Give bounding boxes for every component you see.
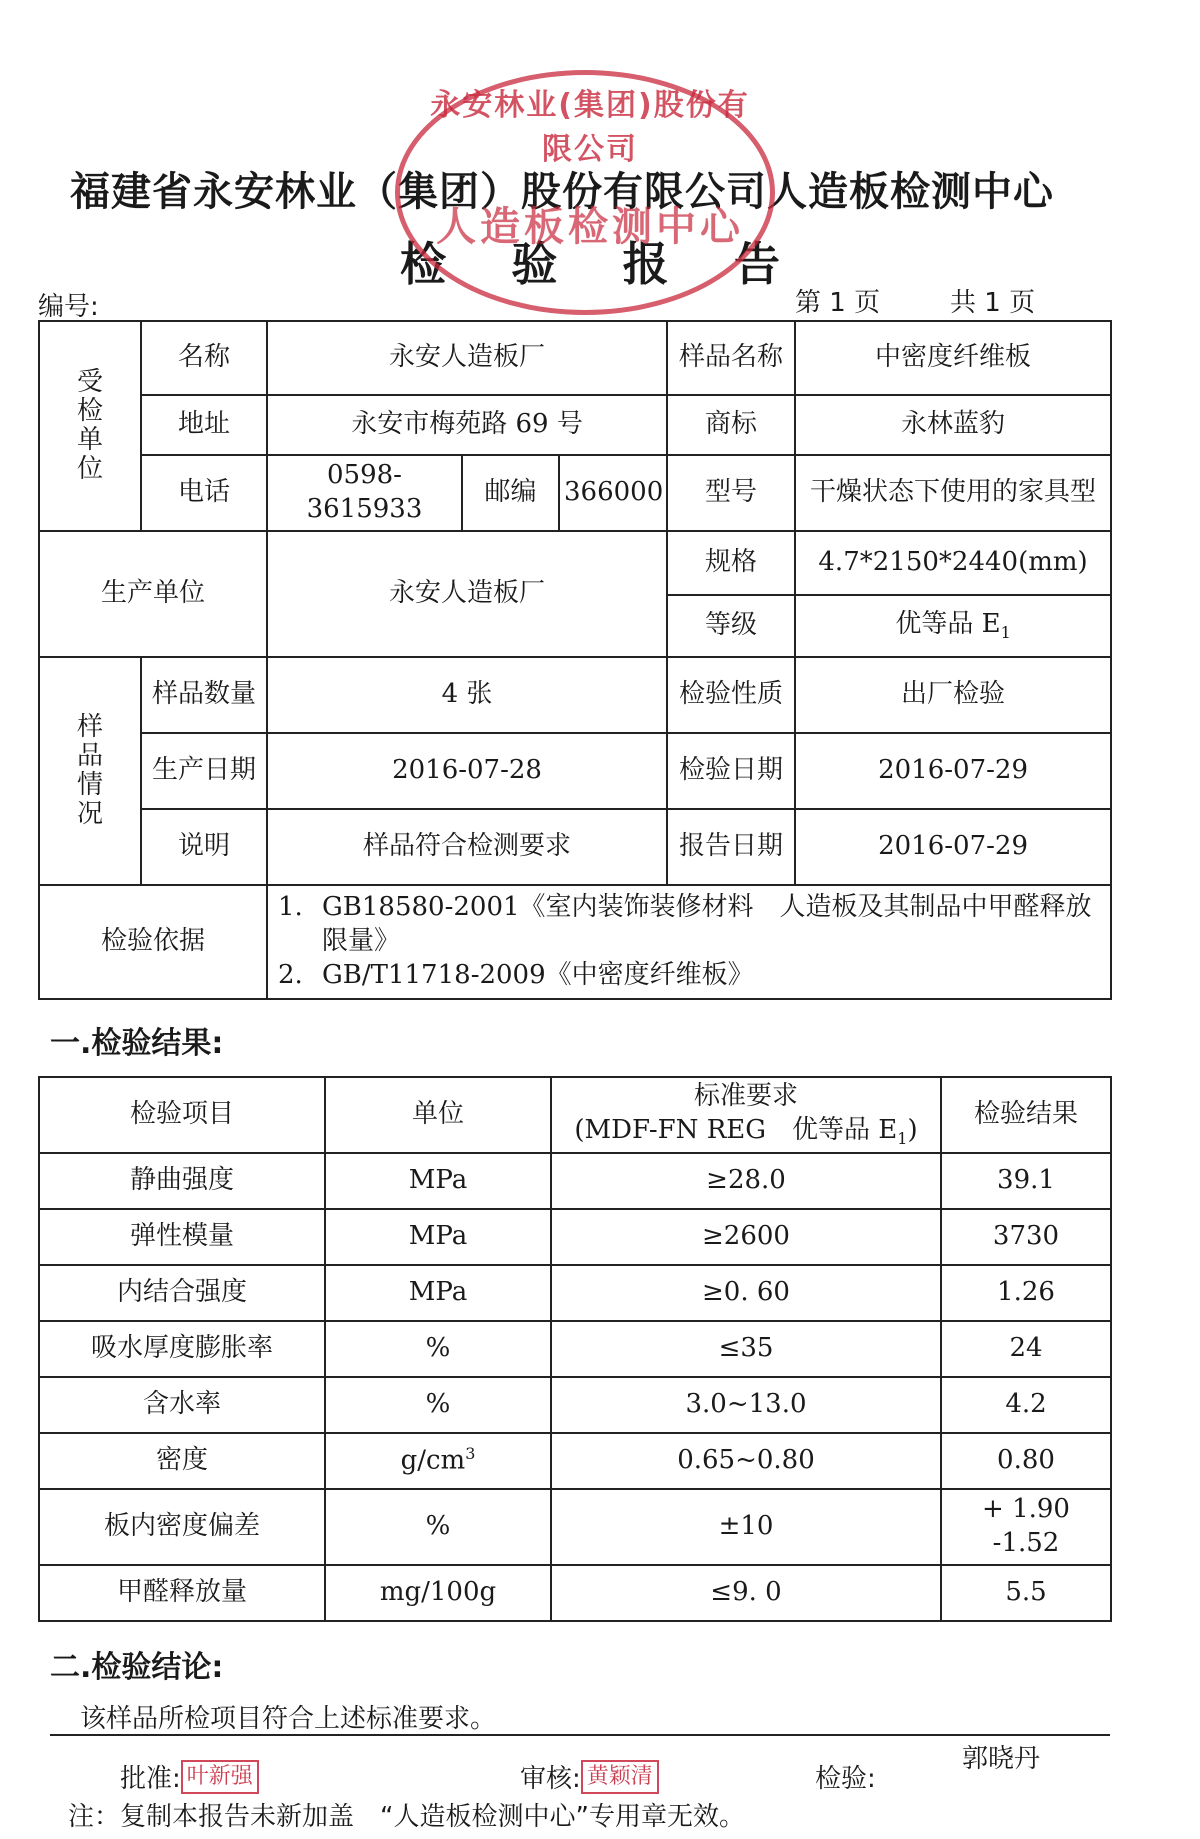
basis-text: GB18580-2001《室内装饰装修材料 人造板及其制品中甲醛释放限量》 bbox=[322, 892, 1092, 957]
test-date-label: 检验日期 bbox=[667, 733, 795, 809]
review-signature: 黄颖清 bbox=[581, 1760, 659, 1794]
client-label: 受检单位 bbox=[77, 366, 104, 485]
sample-label-cell bbox=[39, 657, 141, 885]
table-row bbox=[39, 1265, 1111, 1321]
table-row bbox=[39, 1153, 1111, 1209]
note-value: 样品符合检测要求 bbox=[267, 809, 667, 885]
std-cell: ≥28.0 bbox=[551, 1153, 941, 1209]
unit-cell bbox=[325, 1433, 551, 1489]
model-value: 干燥状态下使用的家具型 bbox=[795, 455, 1111, 531]
col-item-header: 检验项目 bbox=[39, 1077, 325, 1153]
item-cell: 吸水厚度膨胀率 bbox=[39, 1321, 325, 1377]
col-std-subscript: 1 bbox=[897, 1129, 908, 1149]
basis-list bbox=[267, 885, 1111, 999]
approve-label: 批准: bbox=[120, 1764, 181, 1794]
page-info: 第 1 页 bbox=[795, 288, 881, 318]
std-cell: ≥2600 bbox=[551, 1209, 941, 1265]
conclusion-text: 该样品所检项目符合上述标准要求。 bbox=[80, 1704, 497, 1734]
grade-label: 等级 bbox=[667, 595, 795, 657]
col-std-header bbox=[551, 1077, 941, 1153]
std-cell: ≥0. 60 bbox=[551, 1265, 941, 1321]
result-cell: 0.80 bbox=[941, 1433, 1111, 1489]
phone-value: 0598-3615933 bbox=[267, 455, 462, 531]
item-cell: 含水率 bbox=[39, 1377, 325, 1433]
results-heading: 一.检验结果: bbox=[50, 1026, 224, 1061]
sample-name-value: 中密度纤维板 bbox=[795, 321, 1111, 395]
result-cell bbox=[941, 1489, 1111, 1565]
std-cell: 3.0~13.0 bbox=[551, 1377, 941, 1433]
std-cell: 0.65~0.80 bbox=[551, 1433, 941, 1489]
basis-num: 2. bbox=[278, 959, 303, 990]
phone-label: 电话 bbox=[141, 455, 267, 531]
col-std-line1: 标准要求 bbox=[693, 1081, 798, 1112]
org-title: 福建省永安林业（集团）股份有限公司人造板检测中心 bbox=[70, 169, 1054, 215]
grade-value bbox=[795, 595, 1111, 657]
review-label: 审核: bbox=[520, 1764, 581, 1794]
unit-cell: % bbox=[325, 1321, 551, 1377]
inspect-label: 检验: bbox=[815, 1764, 876, 1794]
approve-block bbox=[120, 1758, 259, 1795]
sample-name-label: 样品名称 bbox=[667, 321, 795, 395]
name-label: 名称 bbox=[141, 321, 267, 395]
unit-cell: % bbox=[325, 1489, 551, 1565]
report-title-char: 验 bbox=[511, 237, 558, 291]
seal-middle-text: 人造板检测中心 bbox=[436, 204, 744, 250]
note-label: 说明 bbox=[141, 809, 267, 885]
result-cell: 4.2 bbox=[941, 1377, 1111, 1433]
grade-text: 优等品 E bbox=[895, 609, 1001, 639]
prod-date-label: 生产日期 bbox=[141, 733, 267, 809]
item-cell: 静曲强度 bbox=[39, 1153, 325, 1209]
nature-label: 检验性质 bbox=[667, 657, 795, 733]
inspect-signature: 郭晓丹 bbox=[962, 1744, 1041, 1774]
sample-label: 样品情况 bbox=[77, 711, 104, 830]
total-info: 共 1 页 bbox=[950, 288, 1036, 318]
basis-num: 1. bbox=[278, 892, 303, 923]
seal-top-text: 永安林业(集团)股份有限公司 bbox=[430, 88, 750, 167]
info-table bbox=[38, 320, 1112, 1000]
basis-label: 检验依据 bbox=[39, 885, 267, 999]
result-cell: 1.26 bbox=[941, 1265, 1111, 1321]
postcode-value: 366000 bbox=[559, 455, 667, 531]
conclusion-divider bbox=[50, 1734, 1110, 1736]
col-unit-header: 单位 bbox=[325, 1077, 551, 1153]
address-label: 地址 bbox=[141, 395, 267, 455]
postcode-label: 邮编 bbox=[462, 455, 559, 531]
name-value: 永安人造板厂 bbox=[267, 321, 667, 395]
result-lower: -1.52 bbox=[992, 1528, 1060, 1558]
serial-label: 编号: bbox=[38, 292, 99, 322]
item-cell: 弹性模量 bbox=[39, 1209, 325, 1265]
table-row bbox=[39, 1489, 1111, 1565]
basis-item bbox=[278, 891, 1106, 959]
table-row bbox=[39, 1321, 1111, 1377]
prod-date-value: 2016-07-28 bbox=[267, 733, 667, 809]
brand-value: 永林蓝豹 bbox=[795, 395, 1111, 455]
nature-value: 出厂检验 bbox=[795, 657, 1111, 733]
table-row bbox=[39, 1433, 1111, 1489]
report-title-char: 告 bbox=[733, 237, 780, 291]
item-cell: 密度 bbox=[39, 1433, 325, 1489]
review-block bbox=[520, 1758, 659, 1795]
unit-cell: MPa bbox=[325, 1265, 551, 1321]
result-cell: 39.1 bbox=[941, 1153, 1111, 1209]
address-value: 永安市梅苑路 69 号 bbox=[267, 395, 667, 455]
result-cell: 3730 bbox=[941, 1209, 1111, 1265]
table-row bbox=[39, 1209, 1111, 1265]
item-cell: 内结合强度 bbox=[39, 1265, 325, 1321]
approve-signature: 叶新强 bbox=[181, 1760, 259, 1794]
result-cell: 5.5 bbox=[941, 1565, 1111, 1621]
results-header-row bbox=[39, 1077, 1111, 1153]
basis-item bbox=[278, 959, 1106, 993]
unit-cell: % bbox=[325, 1377, 551, 1433]
basis-text: GB/T11718-2009《中密度纤维板》 bbox=[322, 959, 754, 990]
report-title-char: 检 bbox=[400, 237, 446, 291]
footer-note: 注：复制本报告未新加盖 “人造板检测中心”专用章无效。 bbox=[68, 1802, 745, 1832]
result-upper: + 1.90 bbox=[982, 1494, 1070, 1525]
report-title-char: 报 bbox=[622, 237, 669, 291]
col-std-text: (MDF-FN REG 优等品 E bbox=[574, 1114, 898, 1145]
unit-text: g/cm bbox=[400, 1445, 466, 1476]
qty-value: 4 张 bbox=[267, 657, 667, 733]
grade-subscript: 1 bbox=[1000, 623, 1011, 643]
unit-superscript: 3 bbox=[465, 1443, 476, 1463]
client-label-cell bbox=[39, 321, 141, 531]
std-cell: ≤35 bbox=[551, 1321, 941, 1377]
result-cell: 24 bbox=[941, 1321, 1111, 1377]
report-date-label: 报告日期 bbox=[667, 809, 795, 885]
item-cell: 甲醛释放量 bbox=[39, 1565, 325, 1621]
table-row bbox=[39, 1565, 1111, 1621]
report-date-value: 2016-07-29 bbox=[795, 809, 1111, 885]
conclusion-heading: 二.检验结论: bbox=[50, 1650, 224, 1685]
std-cell: ≤9. 0 bbox=[551, 1565, 941, 1621]
spec-label: 规格 bbox=[667, 531, 795, 595]
unit-cell: mg/100g bbox=[325, 1565, 551, 1621]
qty-label: 样品数量 bbox=[141, 657, 267, 733]
test-date-value: 2016-07-29 bbox=[795, 733, 1111, 809]
std-cell: ±10 bbox=[551, 1489, 941, 1565]
results-table bbox=[38, 1076, 1112, 1622]
spec-value: 4.7*2150*2440(mm) bbox=[795, 531, 1111, 595]
model-label: 型号 bbox=[667, 455, 795, 531]
item-cell: 板内密度偏差 bbox=[39, 1489, 325, 1565]
col-std-end: ) bbox=[907, 1114, 918, 1145]
brand-label: 商标 bbox=[667, 395, 795, 455]
col-std-line2 bbox=[556, 1114, 936, 1150]
producer-label: 生产单位 bbox=[39, 531, 267, 657]
unit-cell: MPa bbox=[325, 1153, 551, 1209]
unit-cell: MPa bbox=[325, 1209, 551, 1265]
table-row bbox=[39, 1377, 1111, 1433]
producer-value: 永安人造板厂 bbox=[267, 531, 667, 657]
col-result-header: 检验结果 bbox=[941, 1077, 1111, 1153]
